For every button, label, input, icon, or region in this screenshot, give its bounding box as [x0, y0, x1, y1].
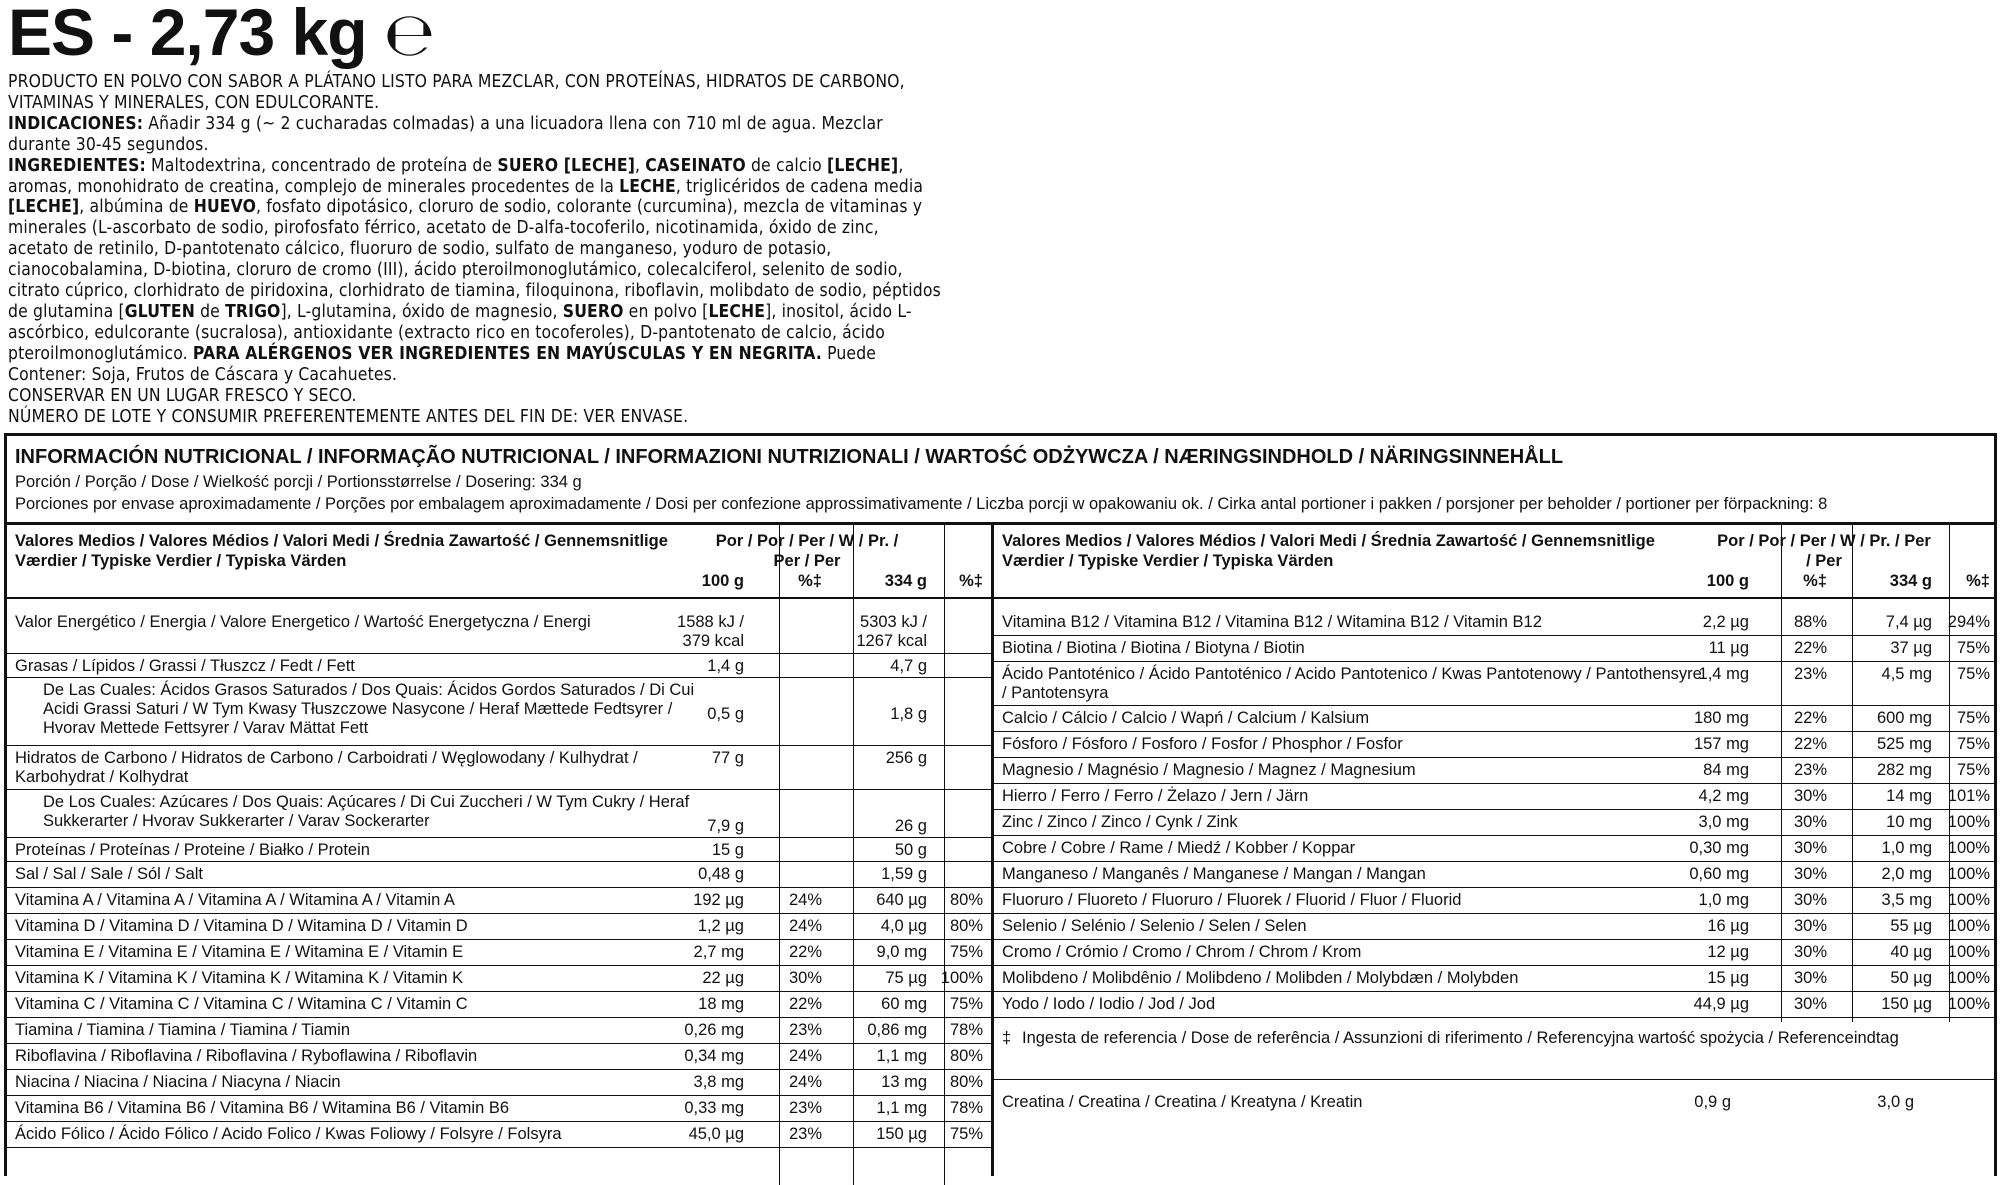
percent-value: 100%: [1947, 969, 1990, 987]
nutrient-name: Vitamina C / Vitamina C / Vitamina C / Witamina C / Vitamin C: [15, 995, 468, 1013]
column-header: %‡: [1966, 572, 1990, 590]
amount-value: 180 mg: [1693, 709, 1749, 727]
row-divider: [7, 939, 991, 940]
footnote-mark: ‡: [1002, 1029, 1012, 1047]
nutrient-name: Fósforo / Fósforo / Fosforo / Fosfor / Phosphor / Fosfor: [1002, 735, 1403, 753]
allergen-text: CASEINATO: [645, 155, 746, 176]
percent-value: 100%: [1947, 839, 1990, 857]
amount-value: 0,5 g: [707, 705, 744, 723]
row-divider: [994, 705, 1997, 706]
amount-value: 40 µg: [1890, 943, 1932, 961]
percent-value: 23%: [1793, 761, 1827, 779]
nutrient-name: Creatina / Creatina / Creatina / Kreatyna / Kreatin: [1002, 1093, 1363, 1111]
nutrient-name: Niacina / Niacina / Niacina / Niacyna / Niacin: [15, 1073, 341, 1091]
percent-value: 24%: [788, 1073, 822, 1091]
percent-value: 75%: [949, 995, 983, 1013]
allergen-text: GLUTEN: [124, 301, 195, 322]
ingredient-text: ], L-glutamina, óxido de magnesio,: [280, 301, 563, 322]
row-divider: [7, 861, 991, 862]
ingredient-text: , albúmina de: [79, 197, 194, 218]
amount-value: 256 g: [885, 749, 927, 767]
row-divider: [7, 1069, 991, 1070]
amount-value: 157 mg: [1693, 735, 1749, 753]
amount-value: 2,2 µg: [1702, 613, 1749, 631]
amount-value: 0,30 mg: [1689, 839, 1749, 857]
allergen-text: PARA ALÉRGENOS VER INGREDIENTES EN MAYÚSCULAS Y EN NEGRITA.: [192, 343, 822, 364]
percent-value: 22%: [1793, 709, 1827, 727]
ingredient-text: ,: [635, 155, 646, 176]
column-header: 100 g: [1706, 572, 1749, 590]
allergen-text: LECHE: [619, 176, 676, 197]
percent-value: 80%: [949, 1047, 983, 1065]
percent-value: 22%: [788, 943, 822, 961]
row-divider: [994, 809, 1997, 810]
amount-value: 45,0 µg: [688, 1125, 744, 1143]
row-divider: [994, 861, 1997, 862]
allergen-text: TRIGO: [225, 301, 281, 322]
amount-value: 37 µg: [1890, 639, 1932, 657]
ingredient-text: de calcio: [745, 155, 828, 176]
percent-value: 24%: [788, 891, 822, 909]
allergen-text: LECHE: [708, 301, 766, 322]
percent-value: 80%: [949, 1073, 983, 1091]
amount-value: 10 mg: [1886, 813, 1932, 831]
percent-value: 75%: [1956, 709, 1990, 727]
percent-value: 75%: [1956, 761, 1990, 779]
amount-value: 3,0 g: [1877, 1093, 1914, 1111]
row-divider: [7, 745, 991, 746]
percent-value: 80%: [949, 917, 983, 935]
row-divider: [7, 837, 991, 838]
amount-value: 22 µg: [702, 969, 744, 987]
amount-value: 26 g: [894, 817, 927, 835]
nutrient-name: Vitamina E / Vitamina E / Vitamina E / Witamina E / Vitamin E: [15, 943, 464, 961]
percent-value: 75%: [949, 1125, 983, 1143]
nutrient-name: De Los Cuales: Azúcares / Dos Quais: Açúcares / Di Cui Zuccheri / W Tym Cukry / Heraf Sukkerarter / Hvorav Sukkerarter / Varav Sockerarter: [43, 793, 690, 830]
nutrient-name: Manganeso / Manganês / Manganese / Mangan / Mangan: [1002, 865, 1426, 883]
percent-value: 23%: [788, 1099, 822, 1117]
servings-per-container: Porciones por envase aproximadamente / Porções por embalagem aproximadamente / Dosi per confezione approssimativamente / Liczba porcji w opakowaniu ok. / Cirka antal portioner i pakken / porsjoner per beholder / portioner per förpackning: 8: [15, 495, 1828, 513]
nutrient-name: De Las Cuales: Ácidos Grasos Saturados / Dos Quais: Ácidos Gordos Saturados / Di Cui Acidi Grassi Saturi / W Tym Kwasy Tłuszczowe Nasycone / Heraf Mættede Fedtsyrer / Hvorav Mettede Fettsyrer / Varav Mättat Fett: [43, 681, 695, 737]
nutrient-name: Tiamina / Tiamina / Tiamina / Tiamina / Tiamin: [15, 1021, 351, 1039]
amount-value: 2,0 mg: [1881, 865, 1932, 883]
table-header: [7, 525, 991, 597]
percent-value: 100%: [1947, 813, 1990, 831]
nutrient-name: Cromo / Crómio / Cromo / Chrom / Chrom / Krom: [1002, 943, 1362, 961]
amount-value: 525 mg: [1876, 735, 1932, 753]
amount-value: 1,2 µg: [697, 917, 744, 935]
row-divider: [7, 1121, 991, 1122]
storage-text: CONSERVAR EN UN LUGAR FRESCO Y SECO.: [8, 385, 357, 406]
percent-value: 78%: [949, 1099, 983, 1117]
product-weight-title: ES - 2,73 kg ℮: [8, 0, 435, 70]
amount-value: 5303 kJ / 1267 kcal: [856, 613, 927, 650]
row-divider: [994, 991, 1997, 992]
amount-value: 1,8 g: [890, 705, 927, 723]
header-rule: [994, 597, 1997, 599]
footnote-text: Ingesta de referencia / Dose de referência / Assunzioni di riferimento / Referencyjna wartość spożycia / Referenceindtag: [1022, 1029, 1899, 1047]
percent-value: 100%: [940, 969, 983, 987]
header-rule: [7, 597, 991, 599]
nutrient-name: Yodo / Iodo / Iodio / Jod / Jod: [1002, 995, 1216, 1013]
amount-value: 2,7 mg: [693, 943, 744, 961]
ingredient-text: en polvo [: [623, 301, 709, 322]
percent-value: 101%: [1947, 787, 1990, 805]
nutrition-title: INFORMACIÓN NUTRICIONAL / INFORMAÇÃO NUTRICIONAL / INFORMAZIONI NUTRIZIONALI / WARTOŚĆ ODŻYWCZA / NÆRINGSINDHOLD / NÄRINGSINNEHÅLL: [15, 446, 1564, 468]
column-header: %‡: [798, 572, 822, 590]
nutrient-name: Vitamina D / Vitamina D / Vitamina D / Witamina D / Vitamin D: [15, 917, 468, 935]
amount-value: 1,4 g: [707, 657, 744, 675]
amount-value: 3,8 mg: [693, 1073, 744, 1091]
nutrient-name: Ácido Fólico / Ácido Fólico / Acido Folico / Kwas Foliowy / Folsyre / Folsyra: [15, 1125, 562, 1143]
row-divider: [994, 1079, 1997, 1080]
amount-value: 4,2 mg: [1698, 787, 1749, 805]
nutrient-row: [7, 613, 991, 657]
percent-value: 23%: [1793, 665, 1827, 683]
percent-value: 30%: [1793, 813, 1827, 831]
column-header: %‡: [959, 572, 983, 590]
row-divider: [7, 887, 991, 888]
allergen-text: SUERO: [562, 301, 624, 322]
percent-value: 100%: [1947, 891, 1990, 909]
amount-value: 55 µg: [1890, 917, 1932, 935]
percent-value: 294%: [1947, 613, 1990, 631]
nutrient-row: [7, 681, 991, 749]
row-divider: [994, 783, 1997, 784]
percent-value: 30%: [1793, 839, 1827, 857]
amount-value: 600 mg: [1876, 709, 1932, 727]
nutrient-name: Vitamina K / Vitamina K / Vitamina K / Witamina K / Vitamin K: [15, 969, 464, 987]
amount-value: 7,4 µg: [1885, 613, 1932, 631]
ingredients: INGREDIENTES: Maltodextrina, concentrado de proteína de SUERO [LECHE], CASEINATO de calcio [LECHE], aromas, monohidrato de creatina, complejo de minerales procedentes de la LECHE, triglicéridos de cadena media [LECHE], albúmina de HUEVO, fosfato dipotásico, cloruro de sodio, colorante (curcumina), mezcla de vitaminas y minerales (L-ascorbato de sodio, pirofosfato férrico, acetato de D-alfa-tocoferilo, nicotinamida, óxido de zinc, acetato de retinilo, D-pantotenato cálcico, fluoruro de sodio, sulfato de manganeso, yoduro de potasio, cianocobalamina, D-biotina, cloruro de cromo (III), ácido pteroilmonoglutámico, colecalciferol, selenito de sodio, citrato cúprico, clorhidrato de piridoxina, clorhidrato de tiamina, filoquinona, riboflavin, molibdato de sodio, péptidos de glutamina [GLUTEN de TRIGO], L-glutamina, óxido de magnesio, SUERO en polvo [LECHE], inositol, ácido L-ascórbico, edulcorante (sucralosa), antioxidante (extracto rico en tocoferoles), D-pantotenato de calcio, ácido pteroilmonoglutámico. PARA ALÉRGENOS VER INGREDIENTES EN MAYÚSCULAS Y EN NEGRITA. Puede Contener: Soja, Frutos de Cáscara y Cacahuetes.: [8, 155, 941, 385]
amount-value: 7,9 g: [707, 817, 744, 835]
percent-value: 80%: [949, 891, 983, 909]
nutrient-name: Fluoruro / Fluoreto / Fluoruro / Fluorek / Fluorid / Fluor / Fluorid: [1002, 891, 1462, 909]
row-divider: [994, 965, 1997, 966]
amount-value: 9,0 mg: [876, 943, 927, 961]
ingredient-text: de: [194, 301, 226, 322]
nutrient-name: Grasas / Lípidos / Grassi / Tłuszcz / Fedt / Fett: [15, 657, 355, 675]
amount-value: 11 µg: [1708, 639, 1749, 657]
row-divider: [994, 887, 1997, 888]
amount-value: 3,0 mg: [1698, 813, 1749, 831]
percent-value: 75%: [1956, 639, 1990, 657]
ingredient-text: ], inositol, ácido L-ascórbico, edulcorante (sucralosa), antioxidante (extracto rico en tocoferoles), D-pantotenato de calcio, ácido pteroilmonoglutámico.: [8, 301, 912, 364]
nutrient-row: [994, 665, 1997, 709]
amount-value: 640 µg: [876, 891, 927, 909]
row-divider: [994, 661, 1997, 662]
row-divider: [994, 757, 1997, 758]
percent-value: 30%: [1793, 891, 1827, 909]
percent-value: 100%: [1947, 865, 1990, 883]
percent-value: 75%: [1956, 735, 1990, 753]
nutrient-name: Hidratos de Carbono / Hidratos de Carbono / Carboidrati / Węglowodany / Kulhydrat / Karbohydrat / Kolhydrat: [15, 749, 638, 786]
nutrition-table: [4, 433, 1997, 1176]
amount-value: 3,5 mg: [1881, 891, 1932, 909]
row-divider: [994, 731, 1997, 732]
amount-value: 1,0 mg: [1881, 839, 1932, 857]
amount-value: 0,34 mg: [684, 1047, 744, 1065]
amount-value: 0,26 mg: [684, 1021, 744, 1039]
row-divider: [994, 635, 1997, 636]
percent-value: 22%: [1793, 639, 1827, 657]
header-per: Por / Por / Per / W / Pr. / Per / Per: [715, 532, 899, 570]
row-divider: [7, 677, 991, 678]
percent-value: 30%: [1793, 969, 1827, 987]
lot-text: NÚMERO DE LOTE Y CONSUMIR PREFERENTEMENTE ANTES DEL FIN DE: VER ENVASE.: [8, 406, 689, 427]
allergen-text: SUERO [LECHE]: [497, 155, 636, 176]
amount-value: 14 mg: [1886, 787, 1932, 805]
nutrient-row: [7, 793, 991, 841]
percent-value: 30%: [1793, 995, 1827, 1013]
column-header: 100 g: [701, 572, 744, 590]
percent-value: 75%: [1956, 665, 1990, 683]
nutrient-name: Magnesio / Magnésio / Magnesio / Magnez / Magnesium: [1002, 761, 1416, 779]
amount-value: 15 µg: [1707, 969, 1749, 987]
ingredient-text: Maltodextrina, concentrado de proteína de: [145, 155, 498, 176]
row-divider: [7, 653, 991, 654]
header-name: Valores Medios / Valores Médios / Valori Medi / Średnia Zawartość / Gennemsnitlige Værdier / Typiske Verdier / Typiska Värden: [15, 532, 668, 570]
portion-size: Porción / Porção / Dose / Wielkość porcji / Portionsstørrelse / Dosering: 334 g: [15, 473, 582, 491]
row-divider: [7, 1147, 991, 1148]
amount-value: 4,7 g: [890, 657, 927, 675]
nutrient-name: Cobre / Cobre / Rame / Miedź / Kobber / Koppar: [1002, 839, 1356, 857]
percent-value: 88%: [1793, 613, 1827, 631]
indications: INDICACIONES: Añadir 334 g (~ 2 cucharadas colmadas) a una licuadora llena con 710 ml de agua. Mezclar durante 30-45 segundos.: [8, 113, 883, 155]
amount-value: 60 mg: [881, 995, 927, 1013]
nutrient-name: Sal / Sal / Sale / Sól / Salt: [15, 865, 204, 883]
nutrient-name: Ácido Pantoténico / Ácido Pantoténico / Acido Pantotenico / Kwas Pantotenowy / Pantothensyre / Pantotensyra: [1002, 665, 1702, 702]
nutrient-name: Vitamina B6 / Vitamina B6 / Vitamina B6 / Witamina B6 / Vitamin B6: [15, 1099, 510, 1117]
amount-value: 50 g: [894, 841, 927, 859]
row-divider: [7, 1043, 991, 1044]
allergen-text: HUEVO: [193, 197, 257, 218]
percent-value: 30%: [1793, 865, 1827, 883]
nutrient-name: Hierro / Ferro / Ferro / Żelazo / Jern / Järn: [1002, 787, 1309, 805]
percent-value: 23%: [788, 1125, 822, 1143]
percent-value: 75%: [949, 943, 983, 961]
amount-value: 4,0 µg: [880, 917, 927, 935]
estimated-sign: ℮: [383, 0, 435, 70]
percent-value: 100%: [1947, 917, 1990, 935]
row-divider: [7, 789, 991, 790]
percent-value: 22%: [1793, 735, 1827, 753]
row-divider: [7, 991, 991, 992]
ingredient-text: , aromas, monohidrato de creatina, complejo de minerales procedentes de la: [8, 155, 904, 197]
allergen-text: [LECHE]: [8, 197, 80, 218]
table-header: [994, 525, 1997, 597]
percent-value: 78%: [949, 1021, 983, 1039]
product-description: PRODUCTO EN POLVO CON SABOR A PLÁTANO LISTO PARA MEZCLAR, CON PROTEÍNAS, HIDRATOS DE CARBONO, VITAMINAS Y MINERALES, CON EDULCORANTE.: [8, 72, 905, 113]
row-divider: [7, 1017, 991, 1018]
amount-value: 1,1 mg: [876, 1099, 927, 1117]
row-divider: [7, 1095, 991, 1096]
amount-value: 1,0 mg: [1698, 891, 1749, 909]
column-header: %‡: [1803, 572, 1827, 590]
amount-value: 150 µg: [876, 1125, 927, 1143]
ingredient-text: , triglicéridos de cadena media: [675, 176, 924, 197]
column-header: 334 g: [1889, 572, 1932, 590]
nutrient-name: Valor Energético / Energia / Valore Energetico / Wartość Energetyczna / Energi: [15, 613, 591, 631]
percent-value: 24%: [788, 917, 822, 935]
percent-value: 30%: [788, 969, 822, 987]
amount-value: 282 mg: [1876, 761, 1932, 779]
percent-value: 23%: [788, 1021, 822, 1039]
amount-value: 84 mg: [1703, 761, 1749, 779]
percent-value: 30%: [1793, 787, 1827, 805]
amount-value: 1,59 g: [881, 865, 927, 883]
header-per: Por / Por / Per / W / Pr. / Per / Per: [1717, 532, 1931, 570]
ingredient-text: Puede Contener: Soja, Frutos de Cáscara y Cacahuetes.: [8, 343, 877, 385]
nutrient-name: Molibdeno / Molibdênio / Molibdeno / Molibden / Molybdæn / Molybden: [1002, 969, 1519, 987]
amount-value: 0,60 mg: [1689, 865, 1749, 883]
amount-value: 12 µg: [1707, 943, 1749, 961]
row-divider: [7, 913, 991, 914]
amount-value: 150 µg: [1881, 995, 1932, 1013]
amount-value: 0,33 mg: [684, 1099, 744, 1117]
amount-value: 0,9 g: [1694, 1093, 1731, 1111]
amount-value: 44,9 µg: [1693, 995, 1749, 1013]
allergen-text: [LECHE]: [827, 155, 899, 176]
amount-value: 77 g: [711, 749, 744, 767]
nutrient-name: Selenio / Selénio / Selenio / Selen / Selen: [1002, 917, 1307, 935]
row-divider: [994, 913, 1997, 914]
row-divider: [994, 835, 1997, 836]
nutrient-name: Calcio / Cálcio / Calcio / Wapń / Calcium / Kalsium: [1002, 709, 1370, 727]
percent-value: 100%: [1947, 995, 1990, 1013]
amount-value: 18 mg: [698, 995, 744, 1013]
percent-value: 22%: [788, 995, 822, 1013]
amount-value: 0,86 mg: [867, 1021, 927, 1039]
nutrient-name: Proteínas / Proteínas / Proteine / Białko / Protein: [15, 841, 370, 859]
percent-value: 24%: [788, 1047, 822, 1065]
percent-value: 100%: [1947, 943, 1990, 961]
amount-value: 13 mg: [881, 1073, 927, 1091]
amount-value: 192 µg: [693, 891, 744, 909]
amount-value: 0,48 g: [698, 865, 744, 883]
nutrient-name: Vitamina A / Vitamina A / Vitamina A / Witamina A / Vitamin A: [15, 891, 455, 909]
percent-value: 30%: [1793, 943, 1827, 961]
row-divider: [994, 1017, 1997, 1018]
nutrient-name: Zinc / Zinco / Zinco / Cynk / Zink: [1002, 813, 1238, 831]
row-divider: [994, 939, 1997, 940]
column-header: 334 g: [884, 572, 927, 590]
amount-value: 1,4 mg: [1698, 665, 1749, 683]
amount-value: 16 µg: [1707, 917, 1749, 935]
amount-value: 1588 kJ / 379 kcal: [677, 613, 744, 650]
nutrient-name: Biotina / Biotina / Biotina / Biotyna / Biotin: [1002, 639, 1305, 657]
nutrient-name: Vitamina B12 / Vitamina B12 / Vitamina B12 / Witamina B12 / Vitamin B12: [1002, 613, 1542, 631]
percent-value: 30%: [1793, 917, 1827, 935]
header-name: Valores Medios / Valores Médios / Valori Medi / Średnia Zawartość / Gennemsnitlige Værdier / Typiske Verdier / Typiska Värden: [1002, 532, 1655, 570]
label-text-block: [8, 72, 943, 427]
amount-value: 75 µg: [885, 969, 927, 987]
row-divider: [7, 965, 991, 966]
amount-value: 50 µg: [1890, 969, 1932, 987]
nutrient-name: Riboflavina / Riboflavina / Riboflavina / Ryboflawina / Riboflavin: [15, 1047, 478, 1065]
amount-value: 1,1 mg: [876, 1047, 927, 1065]
nutrient-row: [7, 749, 991, 793]
amount-value: 15 g: [711, 841, 744, 859]
amount-value: 4,5 mg: [1881, 665, 1932, 683]
ingredient-text: , fosfato dipotásico, cloruro de sodio, colorante (curcumina), mezcla de vitaminas y minerales (L-ascorbato de sodio, pirofosfato férrico, acetato de D-alfa-tocoferilo, nicotinamida, óxido de zinc, acetato de retinilo, D-pantotenato cálcico, fluoruro de sodio, sulfato de manganeso, yoduro de potasio, cianocobalamina, D-biotina, cloruro de cromo (III), ácido pteroilmonoglutámico, colecalciferol, selenito de sodio, citrato cúprico, clorhidrato de piridoxina, clorhidrato de tiamina, filoquinona, riboflavin, molibdato de sodio, péptidos de glutamina [: [8, 197, 941, 322]
